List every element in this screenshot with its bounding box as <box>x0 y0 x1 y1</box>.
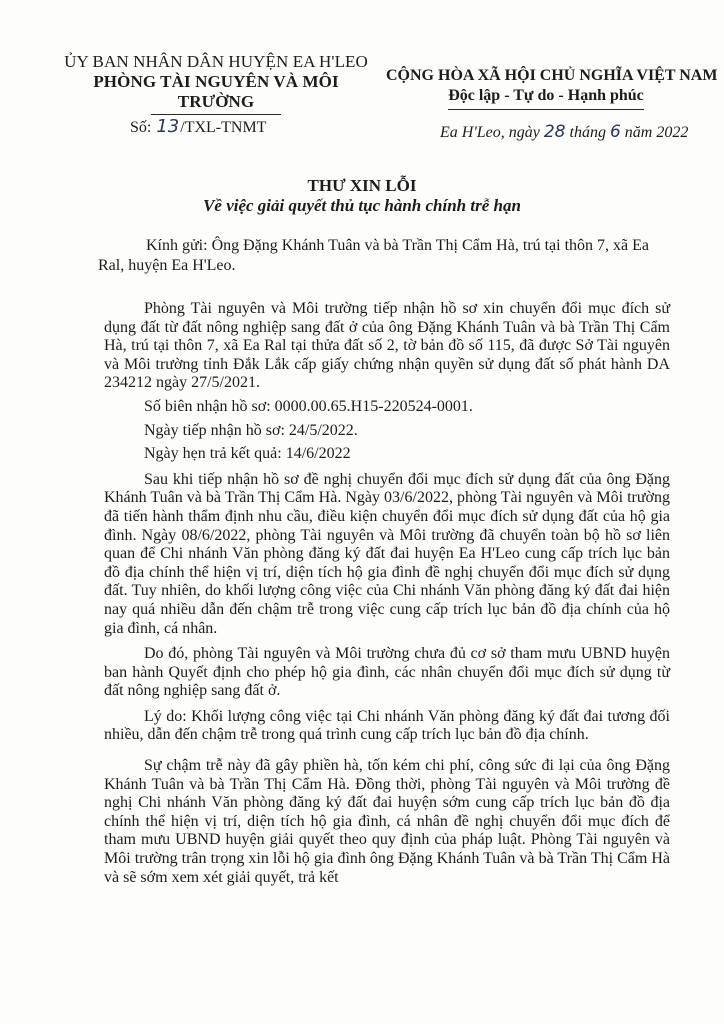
paragraph-consequence: Do đó, phòng Tài nguyên và Môi trường chưa đủ cơ sở tham mưu UBND huyện ban hành Quyết định cho phép hộ gia đình, các nhân chuyển đổi mục đích sử dụng từ đất nông nghiệp sang đất ở. <box>104 645 670 700</box>
place-date-line <box>440 122 688 142</box>
agency-underline <box>151 114 281 115</box>
due-date: Ngày hẹn trả kết quả: 14/6/2022 <box>144 445 351 463</box>
department-name: PHÒNG TÀI NGUYÊN VÀ MÔI TRƯỜNG <box>93 72 339 111</box>
issuing-agency-block <box>56 52 376 115</box>
date-year: năm 2022 <box>624 124 689 141</box>
date-place: Ea H'Leo, ngày <box>440 124 540 141</box>
paragraph-apology: Sự chậm trễ này đã gây phiền hà, tốn kém chi phí, công sức đi lại của ông Đặng Khánh Tuân và bà Trần Thị Cẩm Hà. Đồng thời, phòng Tài nguyên và Môi trường đề nghị Chi nhánh Văn phòng đăng ký đất đai huyện sớm cung cấp trích lục bản đồ địa chính thể hiện vị trí, diện tích hộ gia đình, cá nhân đề nghị chuyển đổi mục đích để tham mưu UBND huyện giải quyết theo quy định của pháp luật. Phòng Tài nguyên và Môi trường trân trọng xin lỗi hộ gia đình ông Đặng Khánh Tuân và bà Trần Thị Cẩm Hà và sẽ sớm xem xét giải quyết, trả kết <box>104 757 670 886</box>
receipt-number: Số biên nhận hồ sơ: 0000.00.65.H15-220524-0001. <box>144 397 473 415</box>
letter-subtitle: Về việc giải quyết thủ tục hành chính trễ hạn <box>203 196 521 215</box>
recipient-line: Kính gửi: Ông Đặng Khánh Tuân và bà Trần Thị Cẩm Hà, trú tại thôn 7, xã Ea Ral, huyện Ea H'Leo. <box>98 237 649 274</box>
date-day: 28 <box>543 122 566 142</box>
date-month-label: tháng <box>569 124 606 141</box>
document-number <box>130 116 266 137</box>
national-header-block <box>386 66 718 110</box>
national-motto: Độc lập - Tự do - Hạnh phúc <box>448 87 644 104</box>
doc-number-prefix: Số: <box>130 119 152 136</box>
motto-underline <box>448 109 644 110</box>
paragraph-reason: Lý do: Khối lượng công việc tại Chi nhánh Văn phòng đăng ký đất đai tương đối nhiều, dẫn đến chậm trễ trong quá trình cung cấp trích lục bản đồ địa chính. <box>104 707 670 744</box>
receipt-date: Ngày tiếp nhận hồ sơ: 24/5/2022. <box>144 421 358 439</box>
doc-number-handwritten: 13 <box>156 116 180 137</box>
agency-name: ỦY BAN NHÂN DÂN HUYỆN EA H'LEO <box>64 52 368 71</box>
nation-name: CỘNG HÒA XÃ HỘI CHỦ NGHĨA VIỆT NAM <box>386 67 718 84</box>
date-month: 6 <box>609 122 621 142</box>
letter-title: THƯ XIN LỖI <box>307 176 417 195</box>
paragraph-processing: Sau khi tiếp nhận hồ sơ đề nghị chuyển đổi mục đích sử dụng đất của ông Đặng Khánh Tuân và bà Trần Thị Cẩm Hà. Ngày 03/6/2022, phòng Tài nguyên và Môi trường đã tiến hành thẩm định nhu cầu, điều kiện chuyển đổi mục đích sử dụng đất của hộ gia đình. Ngày 08/6/2022, phòng Tài nguyên và Môi trường đã chuyển toàn bộ hồ sơ liên quan để Chi nhánh Văn phòng đăng ký đất đai huyện Ea H'Leo cung cấp trích lục bản đồ địa chính thể hiện vị trí, diện tích hộ gia đình đề nghị chuyển đổi mục đích sử dụng đất. Tuy nhiên, do khối lượng công việc của Chi nhánh Văn phòng đăng ký đất đai hiện nay quá nhiều dẫn đến chậm trễ trong việc cung cấp trích lục bản đồ địa chính của hộ gia đình, cá nhân. <box>104 470 670 637</box>
doc-number-suffix: /TXL-TNMT <box>180 119 267 136</box>
paragraph-intro: Phòng Tài nguyên và Môi trường tiếp nhận hồ sơ xin chuyển đổi mục đích sử dụng đất từ đất nông nghiệp sang đất ở của ông Đặng Khánh Tuân và bà Trần Thị Cẩm Hà, trú tại thôn 7, xã Ea Ral tại thửa đất số 2, tờ bản đồ số 115, đã được Sở Tài nguyên và Môi trường tỉnh Đắk Lắk cấp giấy chứng nhận quyền sử dụng đất số phát hành DA 234212 ngày 27/5/2021. <box>104 300 670 392</box>
letter-body <box>104 296 670 887</box>
